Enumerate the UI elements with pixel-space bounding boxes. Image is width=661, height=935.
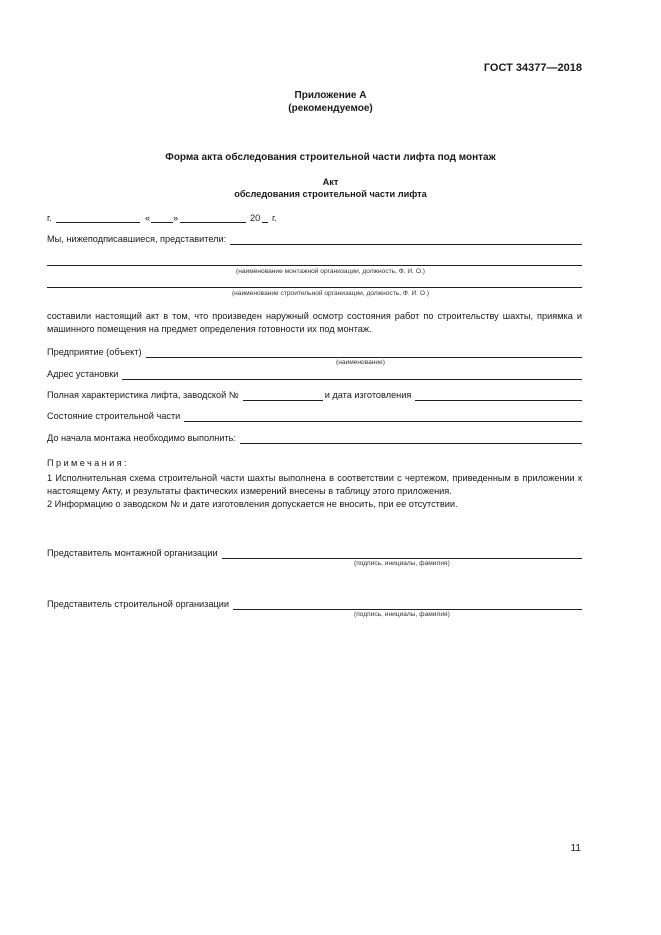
- address-label: Адрес установки: [47, 369, 119, 379]
- name-caption: (наименование): [336, 359, 385, 366]
- enterprise-label: Предприятие (объект): [47, 347, 142, 357]
- installer-signature-field[interactable]: [222, 549, 582, 559]
- representatives-field[interactable]: [230, 235, 582, 245]
- characteristics-row: [47, 390, 582, 401]
- address-field[interactable]: [122, 370, 582, 380]
- installer-signature-row: [47, 548, 582, 559]
- appendix-status: (рекомендуемое): [288, 103, 373, 114]
- city-field[interactable]: [56, 222, 140, 223]
- day-close-quote: »: [173, 213, 179, 223]
- construction-state-row: [47, 411, 582, 422]
- manufacture-date-label: и дата изготовления: [324, 390, 412, 400]
- builder-signature-field[interactable]: [233, 600, 582, 610]
- statement-text: составили настоящий акт в том, что произведен наружный осмотр состояния работ по строительству шахты, приямка и машинного помещения на предмет определения готовности их под монтаж.: [47, 311, 582, 334]
- form-title: Форма акта обследования строительной части лифта под монтаж: [165, 152, 496, 163]
- day-field[interactable]: [151, 222, 173, 223]
- enterprise-field[interactable]: [146, 348, 582, 358]
- construction-state-label: Состояние строительной части: [47, 411, 181, 421]
- installer-org-caption: (наименование монтажной организации, должность, Ф. И. О.): [236, 268, 425, 275]
- note-item-2: 2 Информацию о заводском № и дате изготовления допускается не вносить, при ее отсутствии.: [47, 499, 458, 509]
- builder-org-caption: (наименование строительной организации, должность, Ф. И. О.): [231, 290, 430, 297]
- standard-code: ГОСТ 34377—2018: [483, 62, 582, 74]
- representatives-label: Мы, нижеподписавшиеся, представители:: [47, 234, 227, 244]
- act-title: Акт: [322, 177, 339, 187]
- representatives-row: [47, 234, 582, 245]
- note-item-1: 1 Исполнительная схема строительной части шахты выполнена в соответствии с чертежом, приведенным в приложении к настоящему Акту, и результаты фактических измерений внесены в таблицу этого приложения.: [47, 473, 582, 496]
- act-subtitle: обследования строительной части лифта: [234, 189, 427, 199]
- city-prefix: г.: [47, 213, 52, 223]
- page-number: 11: [570, 843, 581, 854]
- installer-signature-caption: (подпись, инициалы, фамилия): [354, 560, 450, 567]
- notes-heading: Примечания:: [47, 458, 129, 468]
- year-prefix: 20: [250, 213, 261, 223]
- required-before-row: [47, 433, 582, 444]
- appendix-title: Приложение А: [294, 90, 367, 101]
- required-before-label: До начала монтажа необходимо выполнить:: [47, 433, 237, 443]
- builder-rep-label: Представитель строительной организации: [47, 599, 230, 609]
- installer-org-field[interactable]: [47, 265, 582, 266]
- characteristics-label: Полная характеристика лифта, заводской №: [47, 390, 239, 400]
- enterprise-row: [47, 347, 582, 358]
- serial-number-field[interactable]: [243, 391, 323, 401]
- builder-signature-caption: (подпись, инициалы, фамилия): [354, 611, 450, 618]
- year-suffix: г.: [272, 213, 277, 223]
- year-field[interactable]: [262, 222, 268, 223]
- builder-signature-row: [47, 599, 582, 610]
- installer-rep-label: Представитель монтажной организации: [47, 548, 218, 558]
- builder-org-field[interactable]: [47, 287, 582, 288]
- address-row: [47, 369, 582, 380]
- construction-state-field[interactable]: [184, 412, 582, 422]
- month-field[interactable]: [180, 222, 246, 223]
- required-before-field[interactable]: [240, 434, 582, 444]
- day-open-quote: «: [145, 213, 151, 223]
- manufacture-date-field[interactable]: [415, 391, 582, 401]
